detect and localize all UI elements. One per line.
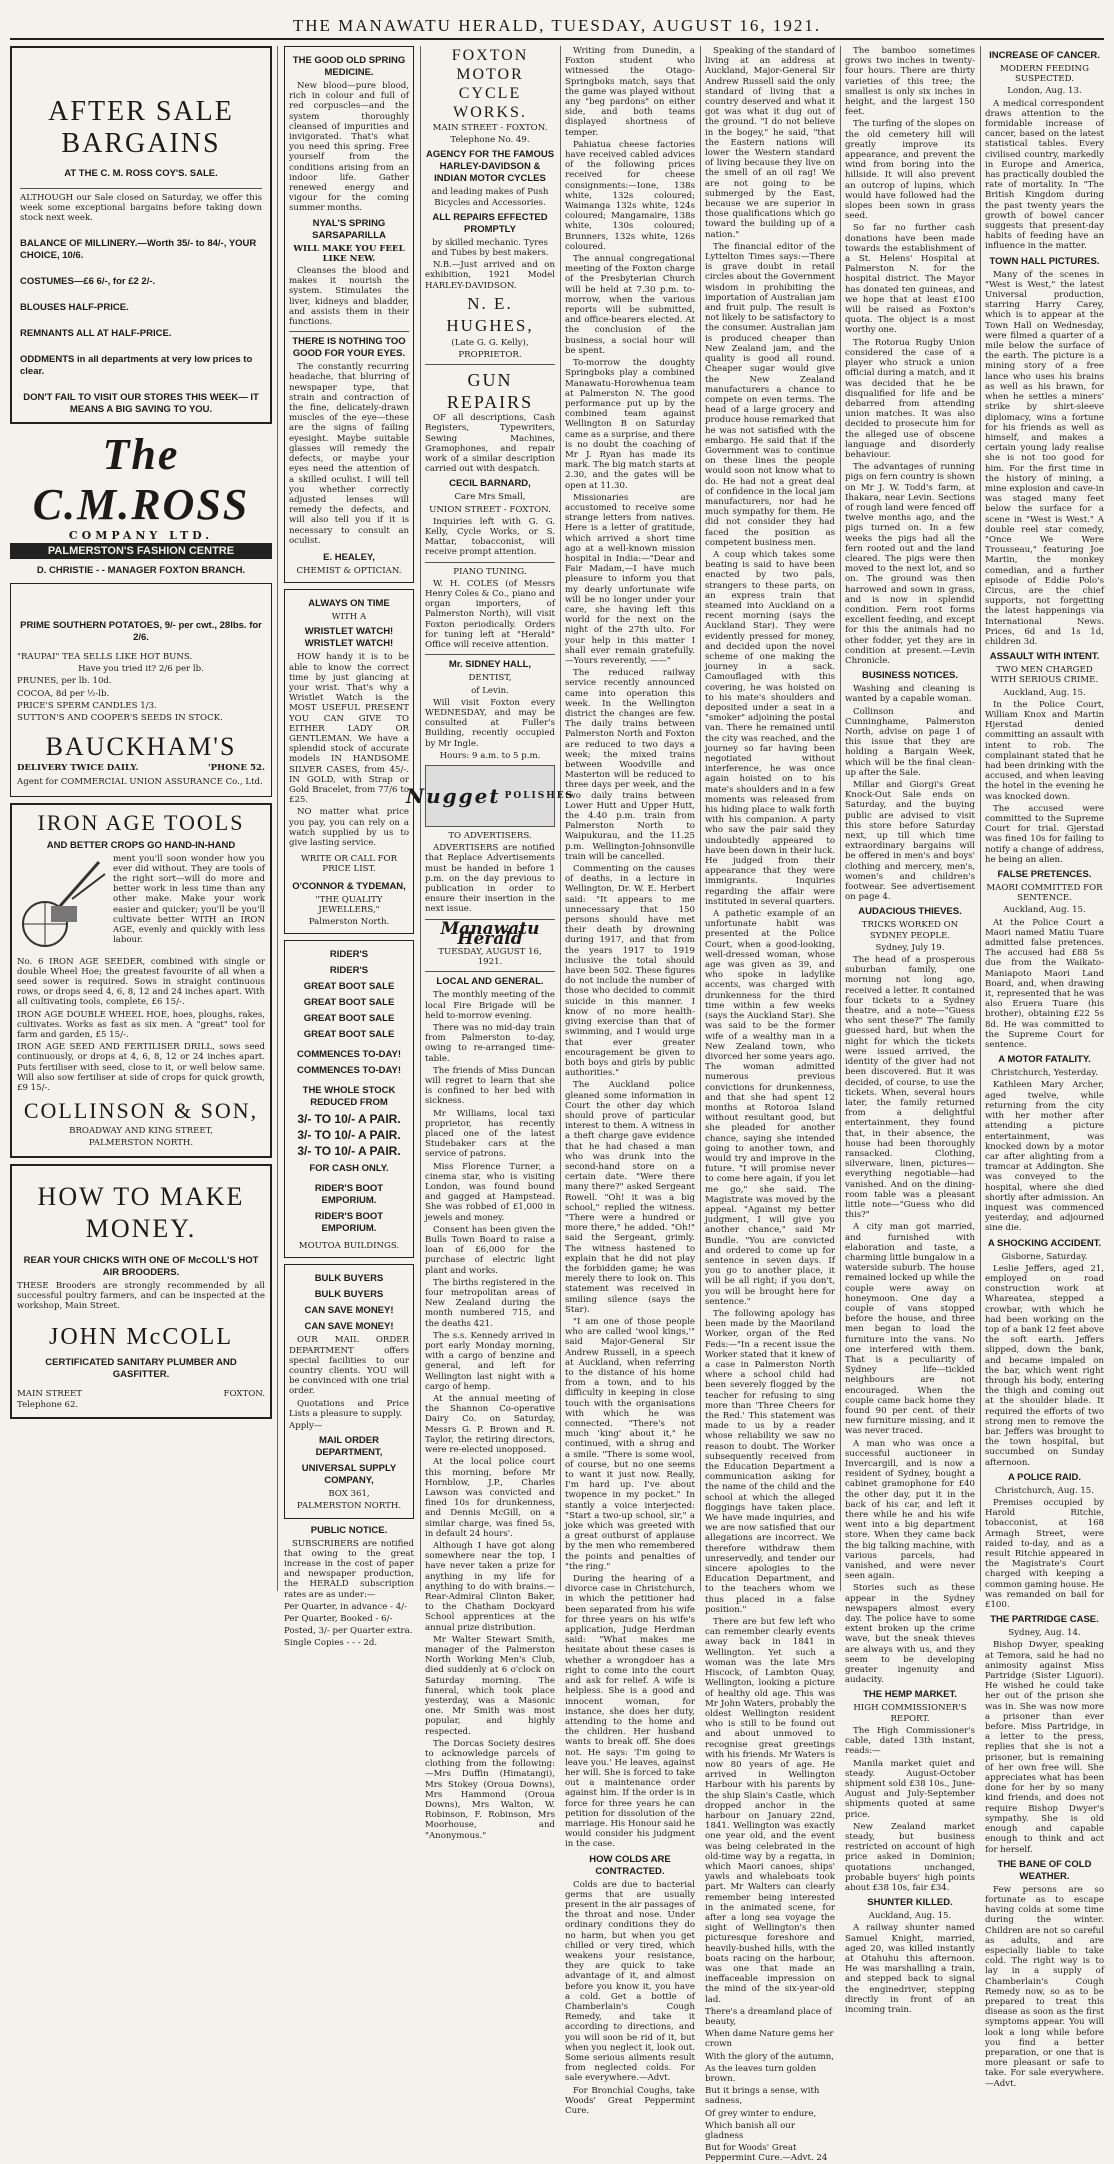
column-5	[705, 46, 835, 2164]
foxton-motor-advert	[425, 46, 555, 360]
piano-tuning-advert	[425, 567, 555, 651]
watch-town: Palmerston North.	[308, 917, 390, 927]
iron-age-hoe: IRON AGE DOUBLE WHEEL HOE, hoes, ploughs, rakes, cultivates. Works as fast as six men. A "great" tool for farm and garden, £5 15/-.	[17, 1009, 265, 1041]
foxton-repairs: ALL REPAIRS EFFECTED PROMPTLY	[432, 211, 548, 235]
bulk-apply: Apply—	[289, 1421, 323, 1432]
watch-line: ALWAYS ON TIME	[308, 598, 390, 610]
eyes-body: The constantly recurring headache, that blurring of newspaper type, that strain and contraction of the fine, delicately-drawn muscles of the eye—these are the signs of failing eyesight. Maybe suitable glasses will remedy the defects, or maybe your eyes need the attention of a skilled oculist. I will tell you whether correctly adjusted lenses will remedy the defects, and will also tell you if it is necessary to consult an oculist.	[289, 362, 409, 546]
dentist-hours: Hours: 9 a.m. to 5 p.m.	[439, 750, 541, 761]
notice-rate: Per Quarter, Booked - 6/-	[284, 1614, 393, 1625]
local-news-paragraph: The monthly meeting of the local Fire Brigade will be held to-morrow evening.	[425, 990, 555, 1021]
bulk-line: BULK BUYERS	[314, 1273, 384, 1285]
column-2	[284, 46, 414, 1649]
rider-line: RIDER'S	[329, 949, 369, 961]
news-paragraphs	[705, 46, 835, 2005]
column-rule	[420, 46, 421, 1591]
watch-body: HOW handy it is to be able to know the correct time by just glancing at your wrist. That's why a Wristlet Watch is the MOST USEFUL PRESENT YOU CAN GIVE TO EITHER LADY OR GENTLEMAN. We have a splendid stock of accurate models IN HANDSOME SILVER CASES, from 45/-. IN GOLD, with Strap or Gold Bracelet, from 77/6 to £25.	[289, 652, 409, 806]
bulk-line: CAN SAVE MONEY!	[304, 1305, 394, 1317]
dentist-of: of Levin.	[471, 685, 509, 696]
brooder-body: THESE Brooders are strongly recommended by all successful poultry farmers, and can be inspected at the workshop, Main Street.	[17, 1280, 265, 1312]
news-paragraph: A coup which takes some beating is said to have been enacted by two pals, strangers to these parts, on an express train that steamed into Auckland on a recent morning (says the Auckland Star). They were evidently pressed for money, and decided upon the novel scheme of one making the journey in a sack. Camouflaged with this covering, he was hoisted on to his mate's shoulders and deposited under a seat in a "smoker" adjoining the postal van. There he remained until the city was reached, and the journey so far having been negotiated without interference, he was once again hoisted on to his mate's shoulders and in a few moments was released from his hiding place to walk forth with his companion. A party who saw the pair said they undoubtedly appeared to have been down in their luck. He judged from their appearance that they were immigrants. Inquiries regarding the affair were instituted in several quarters.	[705, 549, 835, 907]
eyes-title: THERE IS NOTHING TOO GOOD FOR YOUR EYES.	[292, 336, 406, 360]
column-rule	[700, 46, 701, 1591]
herald-date: TUESDAY, AUGUST 16, 1921.	[438, 946, 542, 968]
nyal-body: Cleanses the blood and makes it nourish the system. Stimulates the liver, kidneys and bladder, and assists them in their functions.	[289, 266, 409, 328]
advertisers-body: ADVERTISERS are notified that Replace Advertisements must be handed in before 1 p.m. on the day previous to publication in order to ensure their insertion in the next issue.	[425, 843, 555, 915]
healey-trade: CHEMIST & OPTICIAN.	[296, 565, 402, 576]
after-sale-intro: ALTHOUGH our Sale closed on Saturday, we offer this week some exceptional bargains before taking down stock next week.	[20, 193, 262, 224]
watch-tag: "THE QUALITY JEWELLERS,"	[315, 894, 383, 915]
dentist-advert	[425, 659, 555, 761]
local-news-paragraph: The Dorcas Society desires to acknowledge parcels of clothing from the following:—Mrs Duffin (Himatangi), Mrs Stokey (Oroua Downs), Mrs Hammond (Oroua Downs), Mrs Walton, W. Robinson, F. Robinson, Mrs Moorhouse, and "Anonymous."	[425, 1738, 555, 1841]
after-sale-title: AFTER SALE	[48, 96, 234, 127]
hemp-title: THE HEMP MARKET.	[863, 1689, 957, 1701]
spring-body: New blood—pure blood, rich in colour and full of red corpuscles—and the system thoroughly cleansed of impurities and invigorated. That's what you need this spring. Free yourself from the conditions arising from an indoor life. Gather renewed energy and vigour for the coming summer months.	[289, 81, 409, 214]
local-news-paragraph: The s.s. Kennedy arrived in port early Monday morning, with a cargo of benzine and general, and left for Wellington last night with a cargo of hemp.	[425, 1330, 555, 1392]
partridge-body: Bishop Dwyer, speaking at Temora, said he had no animosity against Miss Partridge (Sister Liguori). He wished he could take her out of the prison she was in. She was now more a prisoner than ever before. Miss Partridge, in a letter to the press, replies that she is not a prisoner, but is remaining of her own free will. She appreciates what has been done for her by so many kind friends, and does not require Bishop Dwyer's sympathy. She is old enough and capable enough to think and act for herself.	[985, 1640, 1104, 1855]
iron-age-subtitle: AND BETTER CROPS GO HAND-IN-HAND	[46, 839, 236, 851]
raid-dateline: Christchurch, Aug. 15.	[994, 1485, 1094, 1496]
mccoll-name: JOHN McCOLL	[49, 1324, 233, 1351]
local-news-paragraph: Mr Williams, local taxi proprietor, has recently placed one of the latest Studebaker cars at the service of patrons.	[425, 1108, 555, 1160]
nyal-tag: WILL MAKE YOU FEEL LIKE NEW.	[293, 243, 405, 264]
boot-sale: GREAT BOOT SALE	[303, 981, 395, 993]
public-notice	[284, 1525, 414, 1649]
column-3	[405, 46, 575, 1841]
poem-line: There's a dreamland place of beauty,	[705, 2006, 832, 2027]
news-paragraph: The turfing of the slopes on the old cemetery hill will greatly improve its appearance, and prevent the wind from boring into the hillside. It will also prevent an outcrop of lupins, which would have followed had the slopes been sown in grass seed.	[845, 119, 975, 222]
price-line: 3/- TO 10/- A PAIR.	[297, 1112, 401, 1127]
after-sale-item: BALANCE OF MILLINERY.—Worth 35/- to 84/-, YOUR CHOICE, 10/6.	[20, 237, 257, 261]
mccoll-advert	[10, 1164, 272, 1419]
advertisers-notice	[425, 831, 555, 915]
shunter-title: SHUNTER KILLED.	[867, 1897, 953, 1909]
ross-banner: PALMERSTON'S FASHION CENTRE	[10, 543, 272, 559]
money-title-2: MONEY.	[85, 1213, 197, 1243]
price-line: 3/- TO 10/- A PAIR.	[297, 1144, 401, 1159]
foxton-title-2: MOTOR CYCLE	[456, 66, 524, 102]
bulk-town: PALMERSTON NORTH.	[296, 1501, 402, 1512]
gun-title: GUN REPAIRS	[446, 370, 534, 413]
bauckham-delivery: DELIVERY TWICE DAILY.	[17, 763, 139, 774]
column-rule	[980, 46, 981, 1591]
news-paragraph: So far no further cash donations have been made towards the establishment of a St. Helens' Hospital at Palmerston N. for the hospital district. The Mayor has donated ten guineas, and we hope that at least £100 will be raised as Foxton's quota. The object is a most worthy one.	[845, 223, 975, 336]
universal-advert	[284, 1264, 414, 1518]
barnard-care: Care Mrs Small,	[454, 492, 526, 503]
grocery-line: COCOA, 8d per ½-lb.	[17, 688, 110, 699]
collinson-town: PALMERSTON NORTH.	[88, 1138, 194, 1149]
watch-write: WRITE OR CALL FOR PRICE LIST.	[300, 854, 398, 875]
commences: COMMENCES TO-DAY!	[297, 1049, 401, 1061]
ross-logo	[10, 430, 272, 577]
column-4	[565, 46, 695, 2117]
healey-advert	[284, 46, 414, 583]
bulk-dept: MAIL ORDER DEPARTMENT,	[315, 1435, 383, 1459]
watch-line: WRISTLET WATCH! WRISTLET WATCH!	[304, 626, 394, 650]
mccoll-trade: CERTIFICATED SANITARY PLUMBER AND GASFITTER.	[45, 1357, 237, 1381]
thieves-dateline: Sydney, July 19.	[875, 942, 945, 953]
local-news-paragraph: Although I have got along somewhere near the top, I have never taken a prize for anything in my life for anything to do with brains.—Rear-Admiral Clinton Baker, to the Chatham Dockyard School apprentices at the annual prize distribution.	[425, 1540, 555, 1633]
masthead-rule	[10, 38, 1104, 40]
motor-title: A MOTOR FATALITY.	[998, 1054, 1091, 1066]
assault-body: The accused were committed to the Supreme Court for trial. Gjerstad was fined 10s for failing to notify a change of address, he being an alien.	[985, 803, 1104, 865]
iron-age-seeder: No. 6 IRON AGE SEEDER, combined with single or double Wheel Hoe; the greatest favourite of all when a seed sower is required. Sows in straight continuous rows, or drops seed 4, 6, 8, 12 and 24 inches apart. With all cultivating tools, complete, £6 15/-.	[17, 956, 265, 1008]
mccoll-street: MAIN STREET	[17, 1389, 83, 1400]
bane-body: Few persons are so fortunate as to escape having colds at some time during the winter. Children are not so careful as adults, and are especially liable to take cold. The right way is to lay in a supply of Chamberlain's Cough Remedy now, so as to be prepared to treat this disease as soon as the first symptoms appear. You will look a long while before you find a better preparation, or one that is more pleasant or safe to take. For sale everywhere.—Advt.	[985, 1884, 1104, 2089]
partridge-title: THE PARTRIDGE CASE.	[990, 1614, 1099, 1626]
thieves-story	[845, 955, 975, 1685]
poem-line: Which banish all our gladness	[705, 2120, 795, 2142]
bauckham-advert	[10, 583, 272, 797]
false-body: At the Police Court a Maori named Matiu Tuare admitted false pretences. The accused had £88 5s due from the Waikato-Maniapoto Maori Land Board, and, when drawing it, represented that he was also Eruera Tuare (his brother), obtaining £22 5s 8d. He was committed to the Supreme Court for sentence.	[985, 917, 1104, 1051]
hughes-name: N. E. HUGHES,	[446, 293, 534, 335]
local-news-paragraph: Miss Florence Turner, a cinema star, who is visiting London, was found bound and gagged at Hampstead. She was robbed of £1,000 in jewels and money.	[425, 1161, 555, 1223]
foxton-street: MAIN STREET - FOXTON.	[432, 123, 548, 133]
after-sale-item: COSTUMES—£6 6/-, for £2 2/-.	[20, 275, 156, 287]
bulk-body: OUR MAIL ORDER DEPARTMENT offers special facilities to our country clients. YOU will be convinced with one trial order.	[289, 1335, 409, 1397]
assault-body: In the Police Court, William Knox and Martin Hjerstad denied committing an assault with intent to rob. The complainant stated that he had been drinking with the accused, and when leaving the hotel in the evening he was knocked down.	[985, 699, 1104, 802]
news-paragraph: The annual congregational meeting of the Foxton charge of the Presbyterian Church will be held at 7.30 p.m. to-morrow, when the various reports will be submitted, and office-bearers elected. At the conclusion of the business, a social hour will be spent.	[565, 254, 695, 356]
news-paragraph: Writing from Dunedin, a Foxton student who witnessed the Otago-Springboks match, says that the game was played without any "beg pardons" on either side, and both teams displayed shortness of temper.	[565, 46, 695, 138]
emporium: RIDER'S BOOT EMPORIUM.	[314, 1211, 384, 1235]
watch-body-2: NO matter what price you pay, you can rely on a watch supplied by us to give lasting service.	[289, 807, 409, 848]
news-paragraph: "I am one of those people who are called 'wool kings,'" said Major-General Sir Andrew Russell, in a speech at Auckland, when referring to the distance of his home from a town, and to his difficulty in keeping in close touch with the organisations with which he was connected. "There's not much 'king' about it," he continued, with a shrug and a smile. "There is some wool, of course, but no one seems to want it just now. Really, I'm hard up. I've about twopence in my pocket." In stantly a voice interjected: "Start a two-up school, sir," a joke which was greeted with a great outburst of applause by the men who remembered the points and penalties of "the ring."	[565, 1316, 695, 1572]
news-paragraph: Commenting on the causes of deaths, in a lecture in Wellington, Dr. W. E. Herbert said: "It appears to me unnecessary that 150 persons should have met their death by drowning during 1917, and that from the years 1917 to 1919 inclusive the total should have been 502. These figures do not include the number of those who decided to commit suicide in this manner. I know of no more health-giving exercise than that of swimming, and I would urge that ever greater encouragement be given to both boys and girls by public authorities."	[565, 864, 695, 1079]
motor-dateline: Christchurch, Yesterday.	[991, 1068, 1098, 1079]
cancer-body: A medical correspondent draws attention to the formidable increase of cancer, based on the latest statistical tables. Every civilised country, markedly in Europe and America, has practically doubled the rate of mortality. In "The British Kingdom during the past twenty years the growth of bowel cancer suggests that present-day habits of feeding have an influence in the matter.	[985, 98, 1104, 252]
local-news-paragraph: Mr Walter Stewart Smith, manager of the Palmerston North Working Men's Club, died suddenly at 6 o'clock on Saturday morning. The funeral, which took place yesterday, was a Masonic one. Mr Smith was most popular, and highly respected.	[425, 1634, 555, 1737]
news-paragraph: There are but few left who can remember clearly events away back in 1841 in Wellington. Yet such a woman was the late Mrs Hiscock, of Lambton Quay, Wellington, looking a picture of healthy old age. This was Mr John Waters, probably the oldest Wellington resident who is still to be found out and about unmoved to recognise great greetings with his friends. Mr Waters is now 80 years of age. He arrived in Wellington Harbour with his parents by the ship Slain's Castle, which dropped anchor in the harbour on January 22nd, 1841. Wellington was exactly one year old, and the event was being celebrated in the old-time way by a regatta, in which Maori canoes, ships' yawls and whaleboats took part. Mr Walters can clearly remember being interested in the animated scene, for after a long sea voyage the sight of Wellington's then picturesque foreshore and heavily-bushed hills, with the boats racing on the harbour, was one that made an ineffaceable impression on the mind of the six-year-old lad.	[705, 1617, 835, 2005]
ross-manager: D. CHRISTIE - - MANAGER FOXTON BRANCH.	[36, 565, 246, 577]
false-dateline: Auckland, Aug. 15.	[1003, 905, 1086, 916]
column-7	[985, 46, 1104, 2089]
watch-firm: O'CONNOR & TYDEMAN,	[292, 880, 406, 892]
false-title: FALSE PRETENCES.	[997, 869, 1092, 881]
poem-line: But it brings a sense, with sadness,	[705, 2086, 820, 2107]
business-notice: Washing and cleaning is wanted by a capable woman.	[845, 684, 975, 705]
emporium: RIDER'S BOOT EMPORIUM.	[314, 1183, 384, 1207]
poem-line: But for Woods' Great Peppermint Cure.—Advt. 24	[705, 2143, 828, 2164]
herald-flag: Manawatu Herald	[440, 918, 540, 949]
masthead: THE MANAWATU HERALD, TUESDAY, AUGUST 16, 1921.	[292, 16, 822, 35]
bane-title: THE BANE OF COLD WEATHER.	[997, 1858, 1092, 1882]
moutoa-buildings: MOUTOA BUILDINGS.	[298, 1241, 400, 1252]
news-paragraph: The following apology has been made by the Maoriland Worker, organ of the Red Feds:—"In a recent issue the Worker stated that it knew of a case in Palmerston North where a school child had been severely flogged by the teacher for refusing to sing more than 'Three Cheers for the Red.' This statement was made to us by a reader whose reliability we saw no reason to doubt. The Worker subsequently received from the Education Department a communication asking for the name of the child and the school at which the alleged floggings have taken place. We have made inquiries, and we are now satisfied that our allegations are incorrect. We therefore withdraw them unreservedly, and tender our sincere apologies to the Education Department, and to the teachers whom we thus placed in a false position."	[705, 1308, 835, 1615]
gun-repairs-advert	[425, 369, 555, 557]
hughes-prop: PROPRIETOR.	[458, 350, 522, 361]
local-news	[425, 990, 555, 1840]
assault-title: ASSAULT WITH INTENT.	[989, 651, 1100, 663]
poem-line: With the glory of the autumn,	[705, 2051, 835, 2062]
column-rule	[560, 46, 561, 1591]
mccoll-phone: Telephone 62.	[17, 1399, 79, 1410]
column-rule	[840, 46, 841, 1591]
hemp-subtitle: HIGH COMMISSIONER'S REPORT.	[853, 1703, 967, 1724]
spring-title: THE GOOD OLD SPRING MEDICINE.	[292, 55, 406, 78]
grocery-line: PRIME SOUTHERN POTATOES, 9/- per cwt., 28lbs. for 2/6.	[20, 620, 262, 644]
notice-rate: Per Quarter, in advance - 4/-	[284, 1601, 407, 1612]
notice-title: PUBLIC NOTICE.	[310, 1524, 388, 1536]
shock-title: A SHOCKING ACCIDENT.	[987, 1237, 1102, 1249]
poem-line: When dame Nature gems her crown	[705, 2029, 834, 2050]
bauckham-name: BAUCKHAM'S	[45, 732, 237, 762]
mccoll-town: FOXTON.	[223, 1389, 265, 1400]
business-notices	[845, 684, 975, 902]
false-subtitle: MAORI COMMITTED FOR SENTENCE.	[986, 883, 1103, 904]
ross-company: COMPANY LTD.	[68, 528, 214, 542]
bauckham-phone: 'PHONE 52.	[207, 763, 265, 774]
column-rule	[277, 46, 278, 1591]
colds-body: Colds are due to bacterial germs that are usually present in the air passages of the throat and nose. Under ordinary conditions they do no harm, but when you get chilled or very tired, which weakens your resistance, they are quick to take advantage of it, and almost before you know it, you have a cold. Get a bottle of Chamberlain's Cough Remedy, and take it according to directions, and you will soon be rid of it, but when you neglect it, look out. Some serious ailments result from neglected colds. For sale everywhere.—Advt.	[565, 1879, 695, 2084]
rider-line: RIDER'S	[329, 965, 369, 977]
raid-title: A POLICE RAID.	[1007, 1471, 1081, 1483]
dentist-name: Mr. SIDNEY HALL,	[448, 659, 532, 671]
shock-body: Leslie Jeffers, aged 21, employed on road construction work at Whareatea, stepped a crowbar, with which he had been working on the top of a bank 12 feet above the soft earth. Jeffers slipped, down the bank, and became impaled on the bar, which went right through his body, entering the thigh and coming out at the shoulder blade. It required the efforts of two strong men to remove the bar. Jeffers was brought to the town hospital, but succumbed on Sunday afternoon.	[985, 1263, 1104, 1468]
foxton-nb: N.B.—Just arrived and on exhibition, 1921 Model HARLEY-DAVIDSON.	[425, 260, 555, 291]
bulk-box: BOX 361,	[328, 1489, 370, 1500]
motor-body: Kathleen Mary Archer, aged twelve, while returning from the city with her mother after attending a picture entertainment, was knocked down by a motor car after alighting from a tramcar at Addington. She was conveyed to the hospital, where she died shortly after admission. An inquest was commenced yesterday, and adjourned sine die.	[985, 1080, 1104, 1234]
local-news-paragraph: The friends of Miss Duncan will regret to learn that she is confined to her bed with sickness.	[425, 1065, 555, 1107]
price-line: 3/- TO 10/- A PAIR.	[297, 1128, 401, 1143]
foxton-skilled: by skilled mechanic. Tyres and Tubes by best makers.	[431, 237, 549, 259]
foxton-agency: AGENCY FOR THE FAMOUS HARLEY-DAVIDSON & INDIAN MOTOR CYCLES	[425, 149, 555, 185]
foxton-phone: Telephone No. 49.	[450, 135, 530, 146]
news-paragraph: The advantages of running pigs on fern country is shown on Mr J. W. Todd's farm, at Ihakara, near Levin. Sections of rough land were fenced off twelve months ago, and the pigs turned on. In a few weeks the pigs had all the fern rooted out and the land cleared. The pigs were then moved to the next lot, and so on. The ground was then harrowed and sown in grass, and is now in splendid condition. Fern root forms excellent feeding, and except for this the animals had no other fodder, yet they are in condition at present.—Levin Chronicle.	[845, 462, 975, 666]
assault-subtitle: TWO MEN CHARGED WITH SERIOUS CRIME.	[990, 665, 1099, 686]
news-paragraph: Missionaries are accustomed to receive some strange letters from natives. Here is a letter of gratitude, which arrived a short time ago at a well-known mission hospital in India:—"Dear and Fair Madam,—I have much pleasure to inform you that my dearly unfortunate wife will be no longer under your care, she having left this world for the next on the night of the 27th ulto. For your help in this matter I shall ever remain gratefully.—Yours reverently, ——"	[565, 492, 695, 666]
dentist-title: DENTIST,	[468, 673, 512, 684]
local-title: LOCAL AND GENERAL.	[436, 976, 544, 988]
after-sale-at: AT THE C. M. ROSS COY'S. SALE.	[64, 168, 218, 179]
hemp-report	[845, 1726, 975, 1893]
boot-sale: GREAT BOOT SALE	[303, 997, 395, 1009]
after-sale-item: REMNANTS ALL AT HALF-PRICE.	[20, 327, 172, 339]
shock-dateline: Gisborne, Saturday.	[1001, 1251, 1088, 1262]
cancer-title: INCREASE OF CANCER.	[989, 50, 1100, 61]
notice-body: SUBSCRIBERS are notified that owing to the great increase in the cost of paper and newspaper production, the HERALD subscription rates are as under:—	[284, 1538, 414, 1600]
collinson-name: COLLINSON & SON,	[23, 1098, 259, 1124]
piano-title: PIANO TUNING.	[453, 566, 527, 577]
nyal-name: NYAL'S SPRING SARSAPARILLA	[312, 217, 386, 241]
business-notice: Collinson and Cunninghame, Palmerston North, advise on page 1 of this issue that they are holding a Bargain Week, which will be the final clean-up after the Sale.	[845, 706, 975, 778]
polish-brand: Nugget	[405, 783, 501, 808]
piano-body: W. H. COLES (of Messrs Henry Coles & Co., piano and organ importers, of Palmerston North), will visit Foxton periodically. Orders for tuning left at "Herald" Office will receive attention.	[425, 578, 555, 651]
thieves-subtitle: TRICKS WORKED ON SYDNEY PEOPLE.	[861, 920, 959, 941]
news-paragraphs	[565, 46, 695, 1850]
grocery-line: PRUNES, per lb. 10d.	[17, 676, 112, 687]
foxton-title-3: WORKS.	[453, 104, 527, 121]
polish-advert	[405, 765, 575, 827]
foxton-leading: and leading makes of Push Bicycles and Accessories.	[431, 187, 549, 208]
rider-advert	[284, 940, 414, 1258]
after-sale-closing: DON'T FAIL TO VISIT OUR STORES THIS WEEK— IT MEANS A BIG SAVING TO YOU.	[23, 391, 259, 415]
pictures-body: Many of the scenes in "West is West," the latest Universal production, starring Harry Carey, which is to appear at the Town Hall on Wednesday, were filmed a quarter of a mile below the surface of the earth. The picture is a mining story of a free lance who uses his brains as well as his brawn, for when he settles a miners' strike by shirt-sleeve diplomacy, wins a fortune for his friends as well as himself, and makes a certain young lady realise she is not too good for him. For the first time in the history of mining, a mine explosion and cave-in was staged many feet below the surface for a scene in "West is West." A double reel star comedy, "Once We Were Trousseau," featuring Joe Martin, the monkey comedian, and a further episode of Eddie Polo's Circus, are the chief supports, not forgetting the latest happenings via International News. Prices, 6d and 1s 1d, children 3d.	[985, 269, 1104, 647]
local-news-paragraph: At the annual meeting of the Shannon Co-operative Dairy Co. on Saturday, Messrs G. P. Brown and R. Taylor, the retiring directors, were re-elected unopposed.	[425, 1394, 555, 1456]
advert-poem	[705, 2007, 835, 2164]
thieves-paragraph: The head of a prosperous suburban family, one morning not long ago, received a letter. It contained four tickets to a Sydney theatre, and a note—"Guess who sent these?" The family guessed hard, but when the night for which the tickets were issued arrived, the identity of the giver had not been discovered. But it was decided, of course, to use the tickets. When, several hours later, the family returned from a delightful entertainment, they found that, in their absence, the house had been thoroughly ransacked. Clothing, silverware, linen, pictures—everything negotiable—had vanished. And on the dining-room table was a pleasant little note—"Guess who did this?"	[845, 955, 975, 1221]
poem-line: As the leaves turn golden brown.	[705, 2063, 817, 2085]
barnard-street: UNION STREET - FOXTON.	[429, 504, 551, 515]
notice-rate: Posted, 3/- per Quarter extra.	[284, 1626, 413, 1637]
pictures-title: TOWN HALL PICTURES.	[989, 255, 1100, 267]
news-paragraph: Pahiatua cheese factories have received cabled advices of the following prices received for cheese consignments:—Ione, 138s white, 132s coloured; Waimanga 132s white, 124s coloured; Mangamaire, 138s white, 130s coloured; Brunners, 132s white, 126s coloured.	[565, 139, 695, 252]
hemp-paragraph: New Zealand market steady, but business restricted on account of high price asked in Dominion; quotations unchanged, probable buyers' high points about £38 10s, fair £34.	[845, 1821, 975, 1893]
ross-logo-text: The C.M.ROSS	[32, 429, 250, 529]
whole-stock: THE WHOLE STOCK REDUCED FROM	[302, 1085, 396, 1109]
dentist-body: Will visit Foxton every WEDNESDAY, and may be consulted at Fuller's Building, recently occupied by Mr Ingle.	[425, 697, 555, 749]
thieves-paragraph: A man who was once a successful auctioneer in Invercargill, and is now a resident of Sydney, bought a cabinet gramophone for £40 the other day, put it in the back of his car, and left it there while he and his wife went into a big department store. When they came back the big talking machine, with various parcels, had vanished, and were never seen again.	[845, 1438, 975, 1582]
news-paragraph: The reduced railway service recently announced came into operation this week. In the Wellington district the changes are few. The daily trains between Palmerston North and Foxton are reduced to two days a week; the mixed trains between Woodville and Masterton will be reduced to three days per week, and the two daily trains between Lower Hutt and Upper Hutt, the 4.40 p.m. train from Palmerston North to Waipukurau, and the 11.25 p.m. Wellington-Johnsonville train will be cancelled.	[565, 668, 695, 862]
money-title: HOW TO MAKE	[37, 1181, 245, 1211]
brooder-line: REAR YOUR CHICKS WITH ONE OF McCOLL'S HOT AIR BROODERS.	[23, 1254, 259, 1278]
cash-only: FOR CASH ONLY.	[309, 1163, 389, 1175]
hemp-paragraph: Manila market quiet and steady. August-October shipment sold £38 10s., June-August and July-September shipments quoted at same price.	[845, 1758, 975, 1820]
poem-line: Of grey winter to endure,	[705, 2108, 817, 2119]
gun-body: OF all descriptions, Cash Registers, Typewriters, Sewing Machines, Gramophones, and repair work of a similar description carried out with despatch.	[425, 413, 555, 475]
grocery-line: Have you tried it? 2/6 per lb.	[78, 664, 204, 675]
iron-age-title: IRON AGE TOOLS	[37, 809, 245, 835]
grocery-line: SUTTON'S AND COOPER'S SEEDS IN STOCK.	[17, 713, 223, 724]
local-news-paragraph: The births registered in the four metropolitan areas of New Zealand during the month numbered 715, and the deaths 421.	[425, 1277, 555, 1329]
shunter-body: A railway shunter named Samuel Knight, married, aged 20, was killed instantly at Otahuhu this afternoon. He was marshalling a train, and stepped back to signal the enginedriver, stepping directly in front of an incoming train.	[845, 1923, 975, 2015]
news-paragraph: The bamboo sometimes grows two inches in twenty-four hours. There are thirty varieties of this tree; the smallest is only six inches in height, and the largest 150 feet.	[845, 46, 975, 118]
news-paragraph: Speaking of the standard of living at an address at Auckland, Major-General Sir Andrew Russell said the only standard of living that a country deserved and what it got was what it dug out of the ground. "I do not believe in the bogey," he said, "that the Eastern nations will lower the Western standard of living because they live on the smell of an oil rag! We are not going to be submerged by the East, because we are superior in those qualifications which go toward the building up of a nation."	[705, 46, 835, 240]
advertisers-title: TO ADVERTISERS.	[448, 830, 532, 841]
news-paragraphs	[845, 46, 975, 666]
collinson-address: BROADWAY AND KING STREET,	[69, 1126, 213, 1137]
news-paragraph: The financial editor of the Lyttelton Times says:—There is grave doubt in retail circles about the Government wisdom in prohibiting the importation of Australian jam and fruit pulp. The result is not likely to be satisfactory to the consumer. Australian jam is produced cheaper than New Zealand jam, and the quality is good all round. Cheaper sugar would give the New Zealand manufacturers a chance to compete on even terms. The head of a large grocery and produce house remarked that he was not satisfied with the embargo. He said that if the Government was to continue on these lines the people would soon not know what to do. He had not a great deal of confidence in the local jam manufacturers, nor had he much sympathy for them. He did not consider they had faced the position as competent business men.	[705, 241, 835, 548]
commences: COMMENCES TO-DAY!	[297, 1065, 401, 1077]
bulk-firm: UNIVERSAL SUPPLY COMPANY,	[301, 1463, 397, 1487]
boot-sale: GREAT BOOT SALE	[303, 1013, 395, 1025]
column-6	[845, 46, 975, 2015]
watch-advert	[284, 589, 414, 934]
hemp-paragraph: The High Commissioner's cable, dated 13th instant, reads:—	[845, 1725, 975, 1757]
news-paragraph: During the hearing of a divorce case in Christchurch, in which the petitioner had been separated from his wife for three years on his wife's application, Judge Herdman said: "What makes me hesitate about these cases is whether a wrongdoer has a right to come into the court and ask for relief. A wife is helpless. She is a good and innocent woman, for instance, she does her duty, attending to the home and the children. Her husband wants to break off. She does not. He says: 'I'm going to leave you.' He leaves, against her will. She is forced to take out a maintenance order against him. If the order is in force for three years he can petition for dissolution of the marriage. His Honour said he would consider his judgment in the case.	[565, 1574, 695, 1850]
partridge-dateline: Sydney, Aug. 14.	[1008, 1628, 1081, 1639]
news-paragraph: The Rotorua Rugby Union considered the case of a player who struck a union official during a match, and it was decided that he be disqualified for life and be debarred from attending union matches. It was also decided to prosecute him for the alleged use of obscene language and disorderly behaviour.	[845, 337, 975, 460]
cancer-subtitle: MODERN FEEDING SUSPECTED.	[1000, 64, 1089, 85]
column-1	[10, 46, 272, 1591]
watch-line: WITH A	[331, 612, 367, 623]
barnard-name: CECIL BARNARD,	[449, 478, 531, 490]
foxton-title: FOXTON	[451, 47, 529, 64]
thieves-paragraph: Stories such as these appear in the Sydney newspapers almost every day. The police have to some extent broken up the crime wave, but the sneak thieves are always with us, and they seem to be developing greater ingenuity and audacity.	[845, 1583, 975, 1686]
news-paragraph: To-morrow the doughty Springboks play a combined Manawatu-Horowhenua team at Palmerston N. The good performance put up by the combined team against Wellington B on Saturday came as a surprise, and there is no doubt the coaching of Mr J. Ryan has made its mark. The big match starts at 2.30, and the gates will be open at 11.30.	[565, 358, 695, 491]
iron-age-drill: IRON AGE SEED AND FERTILISER DRILL, sows seed continuously, or drops at 4, 6, 8, 12 or 24 inches apart. Puts fertiliser with seed, close to it, or well below same. Will also sow fertiliser at side of crops for quick growth, £9 15/-.	[17, 1042, 265, 1094]
local-news-paragraph: At the local police court this morning, before Mr Hornblow, J.P., Charles Lawson was convicted and fined 10s for drunkenness, and Dennis McGill, on a similar charge, was fined 5s, in default 24 hours'.	[425, 1457, 555, 1539]
polish-word: POLISHES	[504, 790, 575, 801]
after-sale-advert	[10, 46, 272, 424]
assault-dateline: Auckland, Aug. 15.	[1003, 687, 1086, 698]
shunter-dateline: Auckland, Aug. 15.	[868, 1911, 952, 1922]
boot-sale: GREAT BOOT SALE	[303, 1029, 395, 1041]
col4-tail: For Bronchial Coughs, take Woods' Great Peppermint Cure.	[565, 2085, 695, 2117]
raid-body: Premises occupied by Harold Ritchie, tobacconist, at 168 Armagh Street, were raided to-day, and as a result Ritchie appeared in the Magistrate's Court charged with keeping a common gaming house. He was remanded on bail for £100.	[985, 1498, 1104, 1611]
bulk-line: CAN SAVE MONEY!	[304, 1321, 394, 1333]
grocery-line: "RAUPAI" TEA SELLS LIKE HOT BUNS.	[17, 652, 193, 663]
after-sale-item: BLOUSES HALF-PRICE.	[20, 301, 129, 313]
bulk-line: BULK BUYERS	[314, 1289, 384, 1301]
thieves-title: AUDACIOUS THIEVES.	[858, 906, 962, 918]
after-sale-title-2: BARGAINS	[61, 128, 221, 159]
seeder-illustration	[17, 854, 107, 954]
iron-age-intro: ment you'll soon wonder how you ever did without. They are tools of the right sort—will do more and better work in less time than any other make. Make your work easier and quicker; you'll be you'll cultivate better WITH an IRON AGE, evenly and quickly with less labour.	[113, 853, 265, 946]
iron-age-advert	[10, 803, 272, 1158]
after-sale-item: ODDMENTS in all departments at very low prices to clear.	[20, 353, 253, 377]
local-news-paragraph: There was no mid-day train from Palmerston to-day, owing to re-arranged time-table.	[425, 1022, 555, 1064]
news-paragraph: A pathetic example of an unfortunate habit was presented at the Police Court, when a good-looking, well-dressed woman, whose age was given as 39, and who spoke in ladylike accents, was charged with drunkenness for the third time within a few weeks (says the Auckland Star). She was said to be the former wife of a wealthy man in a New Zealand town, who divorced her some years ago. The woman admitted numerous previous convictions for drunkenness, and that she had spent 12 months at Rotoroa Island without resultant good, but she pleaded for another chance, saying she intended going to another town, and would try and improve in the future. "I will promise never to come here again, if you let me go," she said. The Magistrate was moved by the appeal. "Against my better judgment, I will give you another chance," said Mr Bundle. "You are convicted and ordered to come up for sentence in seven days. If you go to another place, it will be all right; if you don't, you will be brought here for sentence."	[705, 909, 835, 1307]
grocery-line: PRICE'S SPERM CANDLES 1/3.	[17, 700, 157, 711]
thieves-paragraph: A city man got married, and furnished with elaboration and taste, a charming little bungalow in a waterside suburb. The house remained locked up while the couple were away on honeymoon. One day a couple of vans stopped before the house, and three men began to load the furniture into the vans. No one interfered with them. That is a peculiarity of Sydney life—tickled neighbours are not encouraged. When the couple came back home they found 90 per cent. of their new furniture missing, and it was never traced.	[845, 1222, 975, 1437]
healey-name: E. HEALEY,	[323, 551, 375, 563]
notice-rate: Single Copies - - - 2d.	[284, 1638, 378, 1649]
news-paragraph: The Auckland police gleaned some information in Court the other day which should prove of particular interest to them. A witness in a theft charge gave evidence that he had chased a man who was drunk into the second-hand store on a certain date. "Were there many there?" asked Sergeant Rowell. "Oh! it was a big school," replied the witness. "There were a hundred or more there," he added. "Oh!" said the Sergeant, grimly. The witness hastened to explain that he did not play the forbidden game; he was merely there to look on. This statement was received in smiling silence (says the Star).	[565, 1080, 695, 1315]
barnard-body: Inquiries left with G. G. Kelly, Cycle Works, or S. Mattar, tobacconist, will receive prompt attention.	[425, 516, 555, 558]
local-news-paragraph: Consent has been given the Bulls Town Board to raise a loan of £6,000 for the purchase of electric light plant and works.	[425, 1224, 555, 1276]
cancer-dateline: London, Aug. 13.	[1007, 86, 1082, 97]
hughes-late: (Late G. G. Kelly),	[451, 337, 529, 348]
business-notice: Millar and Giorgi's Great Knock-Out Sale ends on Saturday, and the buying public are advised to visit this store before Saturday next, up till which time extraordinary bargains will be offered in men's and boys' clothing and mercery, men's, women's and children's footwear. See advertisement on page 4.	[845, 780, 975, 903]
business-title: BUSINESS NOTICES.	[861, 670, 959, 682]
colds-title: HOW COLDS ARE CONTRACTED.	[589, 1853, 671, 1877]
bauckham-agent: Agent for COMMERCIAL UNION ASSURANCE Co., Ltd.	[17, 777, 263, 788]
bulk-body-2: Quotations and Price Lists a pleasure to supply.	[289, 1398, 409, 1419]
